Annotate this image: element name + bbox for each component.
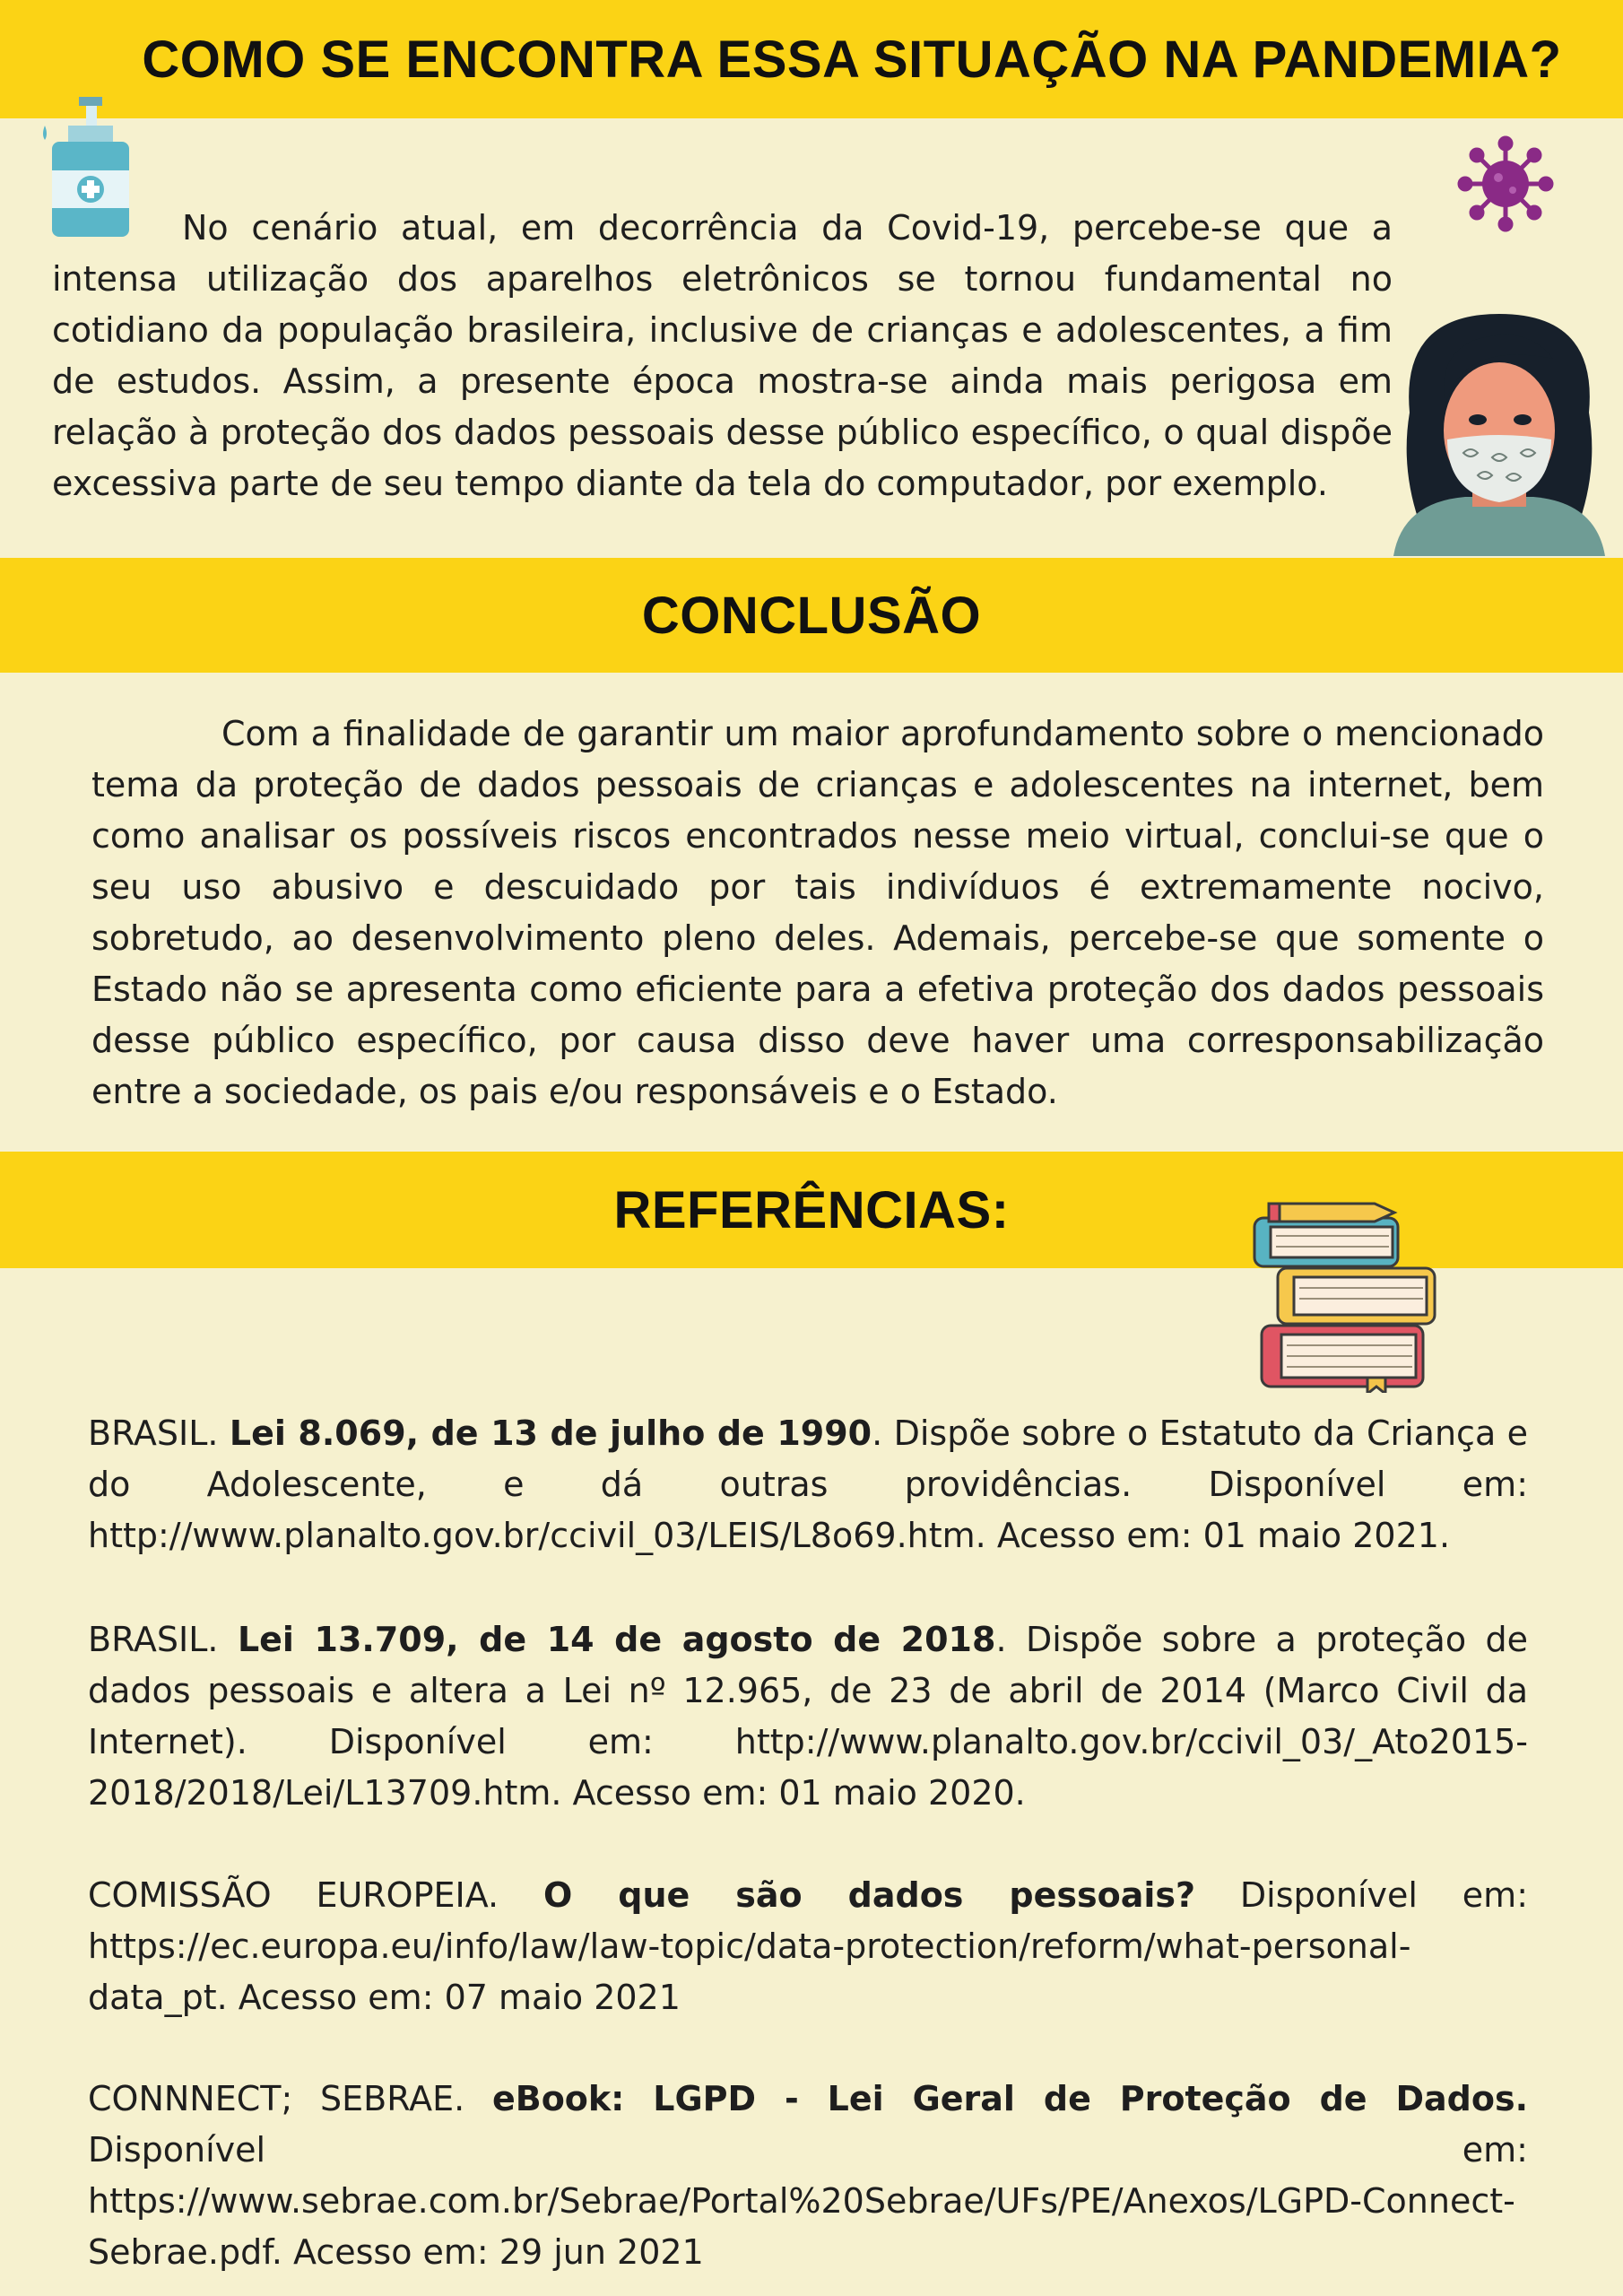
reference-item-1: BRASIL. Lei 8.069, de 13 de julho de 1990. Dispõe sobre o Estatuto da Criança e do Adolescente, e dá outras providências. Disponível em: http://www.planalto.gov.br/ccivil_03/LEIS/L8o69.htm. Acesso em: 01 maio 2021. xyxy=(88,1413,1528,1555)
section-title-pandemic: COMO SE ENCONTRA ESSA SITUAÇÃO NA PANDEMIA? xyxy=(142,30,1562,89)
section-header-pandemic xyxy=(0,0,1623,118)
reference-item-3: COMISSÃO EUROPEIA. O que são dados pessoais? Disponível em: https://ec.europa.eu/info/law/law-topic/data-protection/reform/what-personal-data_pt. Acesso em: 07 maio 2021 xyxy=(88,1875,1528,2017)
conclusion-paragraph: Com a finalidade de garantir um maior aprofundamento sobre o mencionado tema da proteção de dados pessoais de crianças e adolescentes na internet, bem como analisar os possíveis riscos encontrados nesse meio virtual, conclui-se que o seu uso abusivo e descuidado por tais indivíduos é extremamente nocivo, sobretudo, ao desenvolvimento pleno deles. Ademais, percebe-se que somente o Estado não se apresenta como eficiente para a efetiva proteção dos dados pessoais desse público específico, por causa disso deve haver uma corresponsabilização entre a sociedade, os pais e/ou responsáveis e o Estado. xyxy=(91,714,1544,1111)
masked-woman-illustration xyxy=(1392,305,1607,556)
books-stack-icon xyxy=(1251,1191,1444,1393)
reference-item-4: CONNNECT; SEBRAE. eBook: LGPD - Lei Geral de Proteção de Dados. Disponível em: https://www.sebrae.com.br/Sebrae/Portal%20Sebrae/UFs/PE/Anexos/LGPD-Connect-Sebrae.pdf. Acesso em: 29 jun 2021 xyxy=(88,2079,1528,2272)
reference-item-2: BRASIL. Lei 13.709, de 14 de agosto de 2018. Dispõe sobre a proteção de dados pessoais e altera a Lei nº 12.965, de 23 de abril de 2014 (Marco Civil da Internet). Disponível em: http://www.planalto.gov.br/ccivil_03/_Ato2015-2018/2018/Lei/L13709.htm. Acesso em: 01 maio 2020. xyxy=(88,1620,1528,1813)
section-title-conclusion: CONCLUSÃO xyxy=(641,586,982,645)
section-header-conclusion xyxy=(0,558,1623,673)
virus-icon xyxy=(1456,135,1555,233)
pandemic-paragraph: No cenário atual, em decorrência da Covid-19, percebe-se que a intensa utilização dos aparelhos eletrônicos se tornou fundamental no cotidiano da população brasileira, inclusive de crianças e adolescentes, a fim de estudos. Assim, a presente época mostra-se ainda mais perigosa em relação à proteção dos dados pessoais desse público específico, o qual dispõe excessiva parte de seu tempo diante da tela do computador, por exemplo. xyxy=(52,208,1393,503)
section-title-references: REFERÊNCIAS: xyxy=(613,1180,1010,1239)
